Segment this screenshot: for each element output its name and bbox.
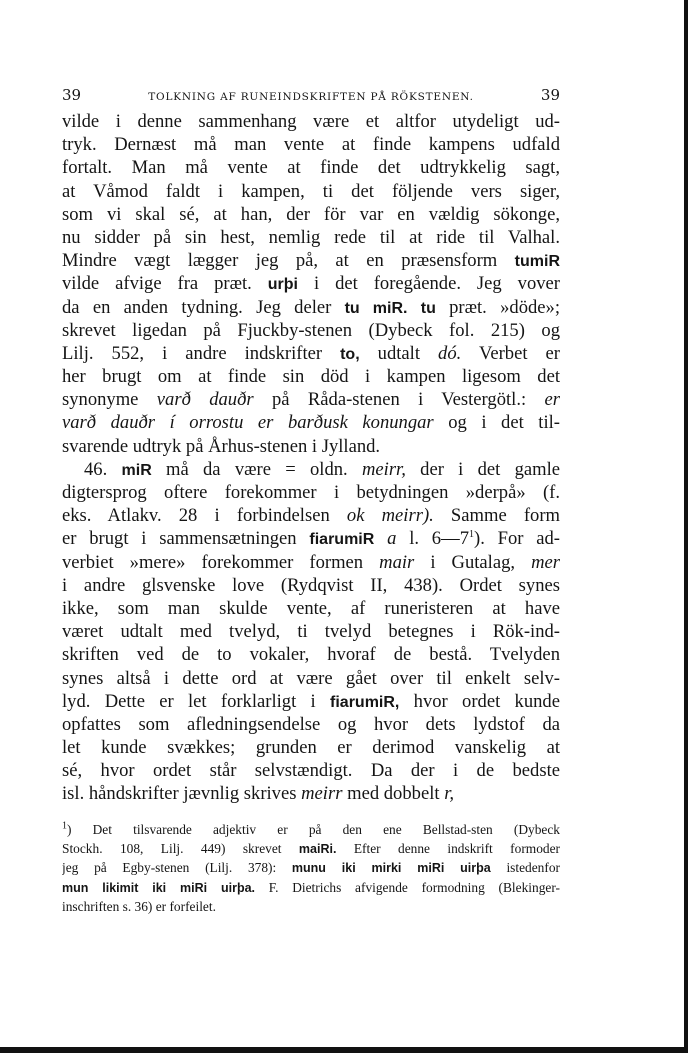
body-line [62, 667, 560, 690]
text-segment: 46. [84, 458, 122, 480]
rune-transliteration: mun likimit iki miRi uirþa. [62, 880, 255, 895]
body-line [62, 690, 560, 713]
rune-transliteration: tu [420, 299, 436, 317]
text-segment: isl. håndskrifter jævnlig skrives [62, 783, 302, 805]
text-segment: på Råda-stenen i Vestergötl.: [253, 389, 545, 411]
italic-term: a [387, 528, 397, 550]
running-title: TOLKNING AF RUNEINDSKRIFTEN PÅ RÖKSTENEN. [148, 91, 474, 103]
text-segment: F. Dietrichs afvigende formodning (Blekinger- [255, 879, 560, 895]
body-line [62, 388, 560, 411]
body-line [62, 365, 560, 388]
text-segment: må da være = oldn. [151, 458, 362, 480]
body-line [62, 203, 560, 226]
text-segment: eks. Atlakv. 28 i forbindelsen [62, 505, 347, 527]
text-segment: Mindre vægt lægger jeg på, at en præsensform [62, 250, 515, 272]
text-segment: udtalt [359, 342, 439, 364]
text-segment: digtersprog oftere forekommer i betydningen »derpå» (f. [62, 482, 560, 503]
text-segment [374, 528, 387, 549]
rune-transliteration: munu iki mirki miRi uirþa [291, 861, 491, 876]
text-segment: i Gutalag, [414, 551, 532, 573]
text-segment: tryk. Dernæst må man vente at finde kampens udfald [62, 134, 560, 156]
body-line [62, 481, 560, 504]
text-segment: skriften ved de to vokaler, hvoraf de bestå. Tvelyden [62, 644, 560, 666]
italic-term: ok meirr). [346, 505, 434, 527]
text-segment: i det foregående. Jeg vover [298, 273, 560, 295]
text-segment: synes altså i dette ord at være gået over til enkelt selv- [62, 667, 560, 689]
text-segment: l. 6—7 [396, 528, 469, 550]
italic-term: varð dauðr [156, 389, 254, 411]
footnotes-line [62, 839, 560, 858]
text-segment: Stockh. 108, Lilj. 449) skrevet [62, 840, 299, 856]
text-segment: sé, hvor ordet står selvstændigt. Da der i de bedste [62, 760, 560, 782]
italic-term: varð dauðr í orrostu er barðusk konungar [62, 412, 434, 434]
body-line [62, 226, 560, 249]
rune-transliteration: fiarumiR [309, 531, 375, 549]
rune-transliteration: tu miR. [344, 299, 408, 317]
body-text [62, 110, 560, 806]
text-segment: hvor ordet kunde [399, 690, 560, 712]
text-segment: skrevet ligedan på Fjuckby-stenen (Dybeck fol. 215) og [62, 319, 560, 341]
text-segment: vilde i denne sammenhang være et altfor utydeligt ud- [62, 111, 560, 132]
text-segment: Verbet er [461, 342, 560, 364]
italic-term: dó. [438, 342, 462, 364]
text-segment: da en anden tydning. Jeg deler [62, 296, 345, 318]
text-segment: er brugt i sammensætningen [62, 528, 310, 550]
footnotes-line [62, 897, 560, 916]
body-line [62, 133, 560, 156]
text-segment [407, 297, 420, 318]
text-segment: at Våmod faldt i kampen, ti det följende vers siger, [62, 180, 560, 202]
body-line [62, 504, 560, 527]
text-segment: verbiet »mere» forekommer formen [62, 551, 380, 573]
footnotes-line [62, 858, 560, 877]
body-line [62, 551, 560, 574]
page-number-right: 39 [540, 86, 560, 104]
text-segment: fortalt. Man må vente at finde det udtrykkelig sagt, [62, 157, 560, 179]
text-segment: og i det til- [433, 412, 560, 434]
body-line [62, 319, 560, 342]
text-segment: i andre glsvenske love (Rydqvist II, 438). Ordet synes [62, 574, 560, 596]
body-line [62, 527, 560, 550]
body-line [62, 458, 560, 481]
rune-transliteration: to, [340, 345, 360, 363]
text-segment: jeg på Egby-stenen (Lilj. 378): [62, 860, 292, 876]
body-line [62, 249, 560, 272]
body-line [62, 180, 560, 203]
text-segment: istedenfor [490, 860, 560, 876]
text-segment: let kunde svækkes; grunden er derimod vanskelig at [62, 737, 560, 759]
rune-transliteration: fiarumiR, [330, 693, 400, 711]
italic-term: mair [379, 551, 415, 573]
text-segment: med dobbelt [342, 783, 445, 805]
body-line [62, 736, 560, 759]
body-line [62, 110, 560, 133]
body-line [62, 713, 560, 736]
text-segment: som vi skal sé, at han, der för var en vældig sökonge, [62, 203, 560, 225]
text-segment: synonyme [62, 389, 157, 411]
rune-transliteration: tumiR [514, 253, 560, 271]
text-segment: Efter denne indskrift formoder [336, 840, 560, 856]
rune-transliteration: urþi [267, 276, 298, 294]
body-line [62, 342, 560, 365]
footnotes-line [62, 820, 560, 839]
body-line [62, 620, 560, 643]
text-segment: ). For ad- [474, 528, 560, 550]
body-line [62, 411, 560, 434]
text-segment: været udtalt med tvelyd, ti tvelyd betegnes i Rök-ind- [62, 621, 560, 643]
footnote-marker: 1 [469, 529, 474, 541]
text-segment: ) Det tilsvarende adjektiv er på den ene Bellstad-sten (Dybeck [67, 821, 560, 837]
body-line [62, 435, 560, 458]
italic-term: r, [444, 783, 455, 805]
footnote-marker: 1 [62, 820, 67, 832]
rune-transliteration: maiRi. [298, 841, 337, 856]
text-segment: der i det gamle [405, 458, 560, 480]
body-line [62, 643, 560, 666]
text-segment: her brugt om at finde sin död i kampen ligesom det [62, 366, 560, 388]
text-segment: vilde afvige fra præt. [62, 273, 268, 295]
body-line [62, 759, 560, 782]
italic-term: mer [531, 551, 560, 573]
text-segment: ikke, som man skulde vente, af runeristeren at have [62, 597, 560, 619]
footnotes-line [62, 878, 560, 897]
rune-transliteration: miR [121, 461, 152, 479]
text-segment: Lilj. 552, i andre indskrifter [62, 342, 341, 364]
book-page [62, 86, 560, 916]
body-line [62, 296, 560, 319]
body-line [62, 574, 560, 597]
text-segment: lyd. Dette er let forklarligt i [62, 690, 331, 712]
text-segment: præt. »döde»; [435, 296, 560, 318]
body-line [62, 156, 560, 179]
page-number-left: 39 [62, 86, 82, 104]
body-line [62, 272, 560, 295]
scan-edge-right [684, 0, 688, 1053]
text-segment: Samme form [433, 505, 560, 527]
running-header [62, 86, 560, 104]
body-line [62, 597, 560, 620]
text-segment: svarende udtryk på Århus-stenen i Jylland. [62, 435, 381, 457]
text-segment: opfattes som afledningsendelse og hvor dets lydstof da [62, 713, 560, 735]
scan-edge-bottom [0, 1047, 688, 1053]
italic-term: meirr, [361, 458, 406, 480]
italic-term: meirr [301, 783, 343, 805]
body-line [62, 782, 560, 805]
text-segment: nu sidder på sin hest, nemlig rede til at ride til Valhal. [62, 226, 560, 248]
italic-term: er [544, 389, 560, 411]
text-segment: inschriften s. 36) er forfeilet. [62, 898, 216, 914]
footnotes [62, 820, 560, 916]
